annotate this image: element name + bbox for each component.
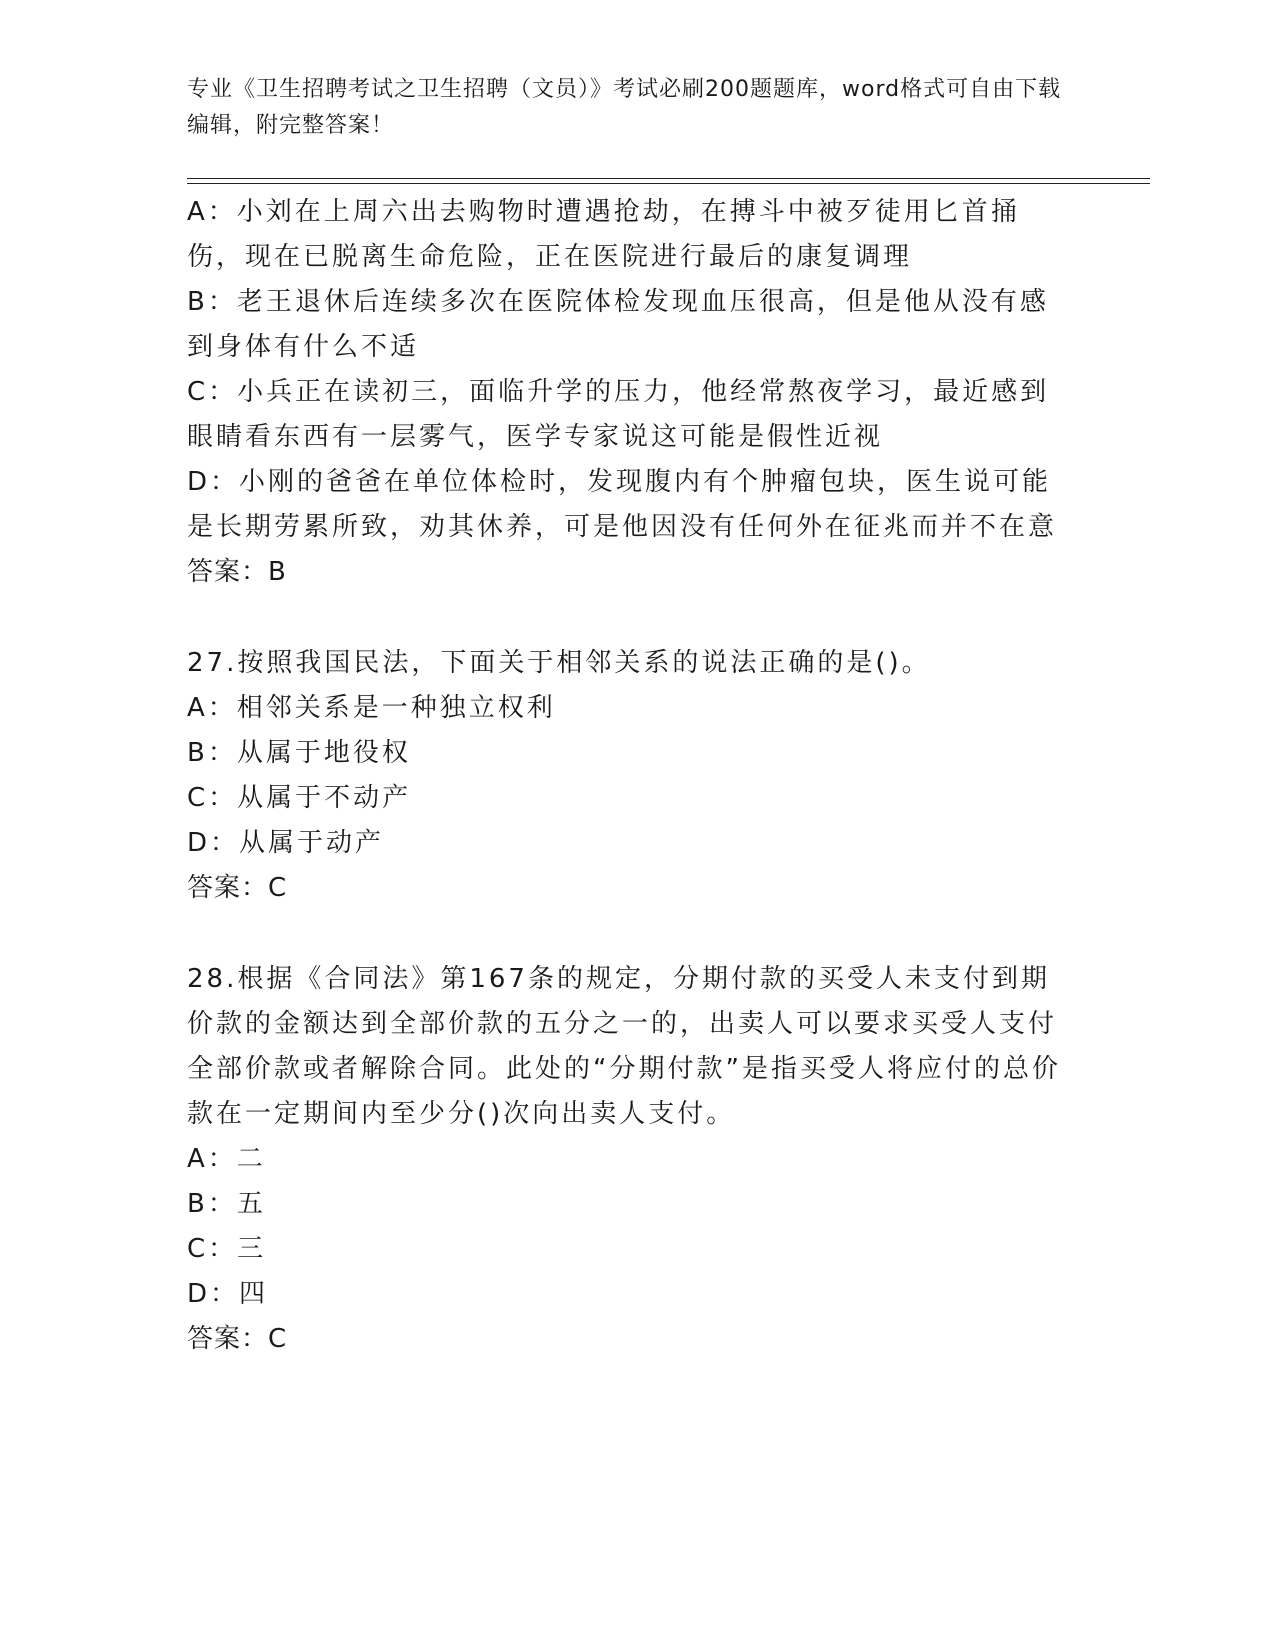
option-c: C：从属于不动产 [187, 783, 412, 813]
header-divider [187, 178, 1150, 184]
document-body [187, 190, 1077, 1362]
page-header: 专业《卫生招聘考试之卫生招聘（文员）》考试必刷200题题库，word格式可自由下载编辑，附完整答案！ [187, 77, 1062, 138]
question-stem: 27.按照我国民法，下面关于相邻关系的说法正确的是()。 [187, 648, 931, 678]
option-d: D：从属于动产 [187, 828, 385, 858]
option-b: B：五 [187, 1189, 266, 1219]
option-a: A：相邻关系是一种独立权利 [187, 693, 556, 723]
question-28 [187, 957, 1077, 1362]
question-27 [187, 641, 1077, 911]
spacer [187, 911, 1077, 957]
option-a: A：二 [187, 1144, 266, 1174]
question-26-continued [187, 190, 1077, 595]
answer: 答案：B [187, 557, 287, 587]
spacer [187, 595, 1077, 641]
option-a: A：小刘在上周六出去购物时遭遇抢劫，在搏斗中被歹徒用匕首捅伤，现在已脱离生命危险，正在医院进行最后的康复调理 [187, 197, 1020, 272]
option-b: B：老王退休后连续多次在医院体检发现血压很高，但是他从没有感到身体有什么不适 [187, 287, 1049, 362]
option-c: C：小兵正在读初三，面临升学的压力，他经常熬夜学习，最近感到眼睛看东西有一层雾气，医学专家说这可能是假性近视 [187, 377, 1050, 452]
option-d: D：小刚的爸爸在单位体检时，发现腹内有个肿瘤包块，医生说可能是长期劳累所致，劝其休养，可是他因没有任何外在征兆而并不在意 [187, 467, 1058, 542]
answer: 答案：C [187, 873, 288, 903]
option-b: B：从属于地役权 [187, 738, 411, 768]
option-d: D：四 [187, 1279, 269, 1309]
option-c: C：三 [187, 1234, 267, 1264]
question-stem: 28.根据《合同法》第167条的规定，分期付款的买受人未支付到期价款的金额达到全部价款的五分之一的，出卖人可以要求买受人支付全部价款或者解除合同。此处的“分期付款”是指买受人将应付的总价款在一定期间内至少分()次向出卖人支付。 [187, 964, 1061, 1129]
answer: 答案：C [187, 1324, 288, 1354]
